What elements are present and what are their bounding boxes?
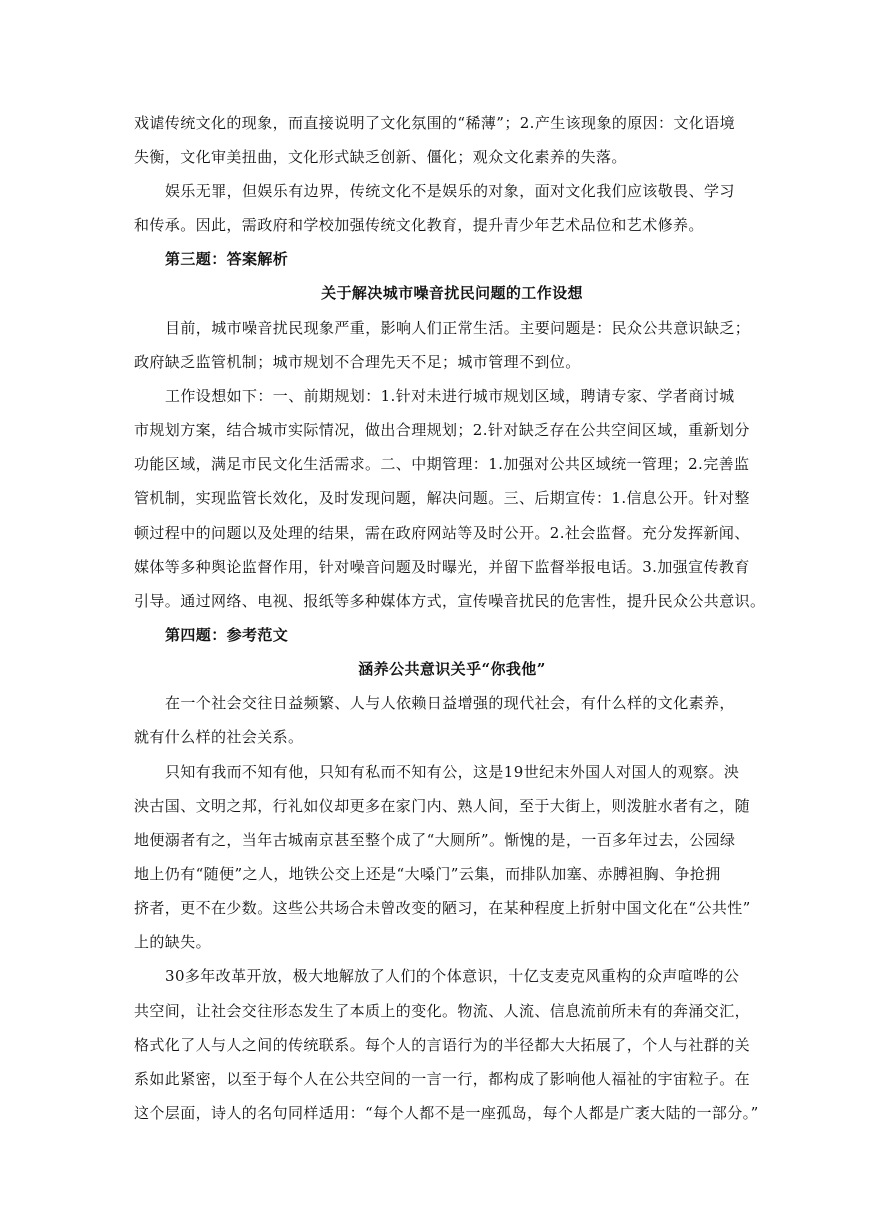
paragraph-line: 目前，城市噪音扰民现象严重，影响人们正常生活。主要问题是：民众公共意识缺乏；: [165, 319, 751, 337]
paragraph-line: 格式化了人与人之间的传统联系。每个人的言语行为的半径都大大拓展了，个人与社群的关: [134, 1036, 751, 1054]
section-heading: 第四题：参考范文: [165, 626, 289, 644]
paragraph-line: 和传承。因此，需政府和学校加强传统文化教育，提升青少年艺术品位和艺术修养。: [134, 216, 704, 234]
paragraph-line: 顿过程中的问题以及处理的结果，需在政府网站等及时公开。2.社会监督。充分发挥新闻、: [134, 524, 750, 542]
paragraph-line: 引导。通过网络、电视、报纸等多种媒体方式，宣传噪音扰民的危害性，提升民众公共意识。: [134, 592, 766, 610]
paragraph-line: 媒体等多种舆论监督作用，针对噪音问题及时曝光，并留下监督举报电话。3.加强宣传教育: [134, 558, 750, 576]
paragraph-line: 娱乐无罪，但娱乐有边界，传统文化不是娱乐的对象，面对文化我们应该敬畏、学习: [165, 182, 735, 200]
paragraph-line: 功能区域，满足市民文化生活需求。二、中期管理：1.加强对公共区域统一管理；2.完善监: [134, 455, 750, 473]
section-heading: 第三题：答案解析: [165, 250, 289, 268]
paragraph-line: 地便溺者有之，当年古城南京甚至整个成了“大厕所”。惭愧的是，一百多年过去，公园绿: [134, 831, 736, 849]
paragraph-line: 戏谑传统文化的现象，而直接说明了文化氛围的“稀薄”；2.产生该现象的原因：文化语境: [134, 114, 736, 132]
paragraph-line: 共空间，让社会交往形态发生了本质上的变化。物流、人流、信息流前所未有的奔涌交汇，: [134, 1002, 751, 1020]
paragraph-line: 政府缺乏监管机制；城市规划不合理先天不足；城市管理不到位。: [134, 353, 581, 371]
paragraph-line: 管机制，实现监管长效化，及时发现问题，解决问题。三、后期宣传：1.信息公开。针对整: [134, 489, 750, 507]
paragraph-line: 系如此紧密，以至于每个人在公共空间的一言一行，都构成了影响他人福祉的宇宙粒子。在: [134, 1070, 751, 1088]
paragraph-line: 就有什么样的社会关系。: [134, 728, 304, 746]
paragraph-line: 泱古国、文明之邦，行礼如仪却更多在家门内、熟人间，至于大街上，则泼脏水者有之，随: [134, 797, 751, 815]
essay-title: 涵养公共意识关乎“你我他”: [358, 660, 546, 678]
section-title: 关于解决城市噪音扰民问题的工作设想: [321, 284, 583, 302]
paragraph-line: 地上仍有“随便”之人，地铁公交上还是“大嗓门”云集，而排队加塞、赤膊袒胸、争抢拥: [134, 865, 721, 883]
paragraph-line: 失衡，文化审美扭曲，文化形式缺乏创新、僵化；观众文化素养的失落。: [134, 148, 627, 166]
paragraph-line: 上的缺失。: [134, 933, 212, 951]
paragraph-line: 挤者，更不在少数。这些公共场合未曾改变的陋习，在某种程度上折射中国文化在“公共性”: [134, 899, 751, 917]
paragraph-line: 在一个社会交往日益频繁、人与人依赖日益增强的现代社会，有什么样的文化素养，: [165, 694, 735, 712]
paragraph-line: 这个层面，诗人的名句同样适用：“每个人都不是一座孤岛，每个人都是广袤大陆的一部分。”: [134, 1104, 759, 1122]
paragraph-line: 30多年改革开放，极大地解放了人们的个体意识，十亿支麦克风重构的众声喧哗的公: [165, 967, 740, 985]
paragraph-line: 工作设想如下：一、前期规划：1.针对未进行城市规划区域，聘请专家、学者商讨城: [165, 387, 735, 405]
paragraph-line: 市规划方案，结合城市实际情况，做出合理规划；2.针对缺乏存在公共空间区域，重新划分: [134, 421, 750, 439]
paragraph-line: 只知有我而不知有他，只知有私而不知有公，这是19世纪末外国人对国人的观察。泱: [165, 763, 740, 781]
